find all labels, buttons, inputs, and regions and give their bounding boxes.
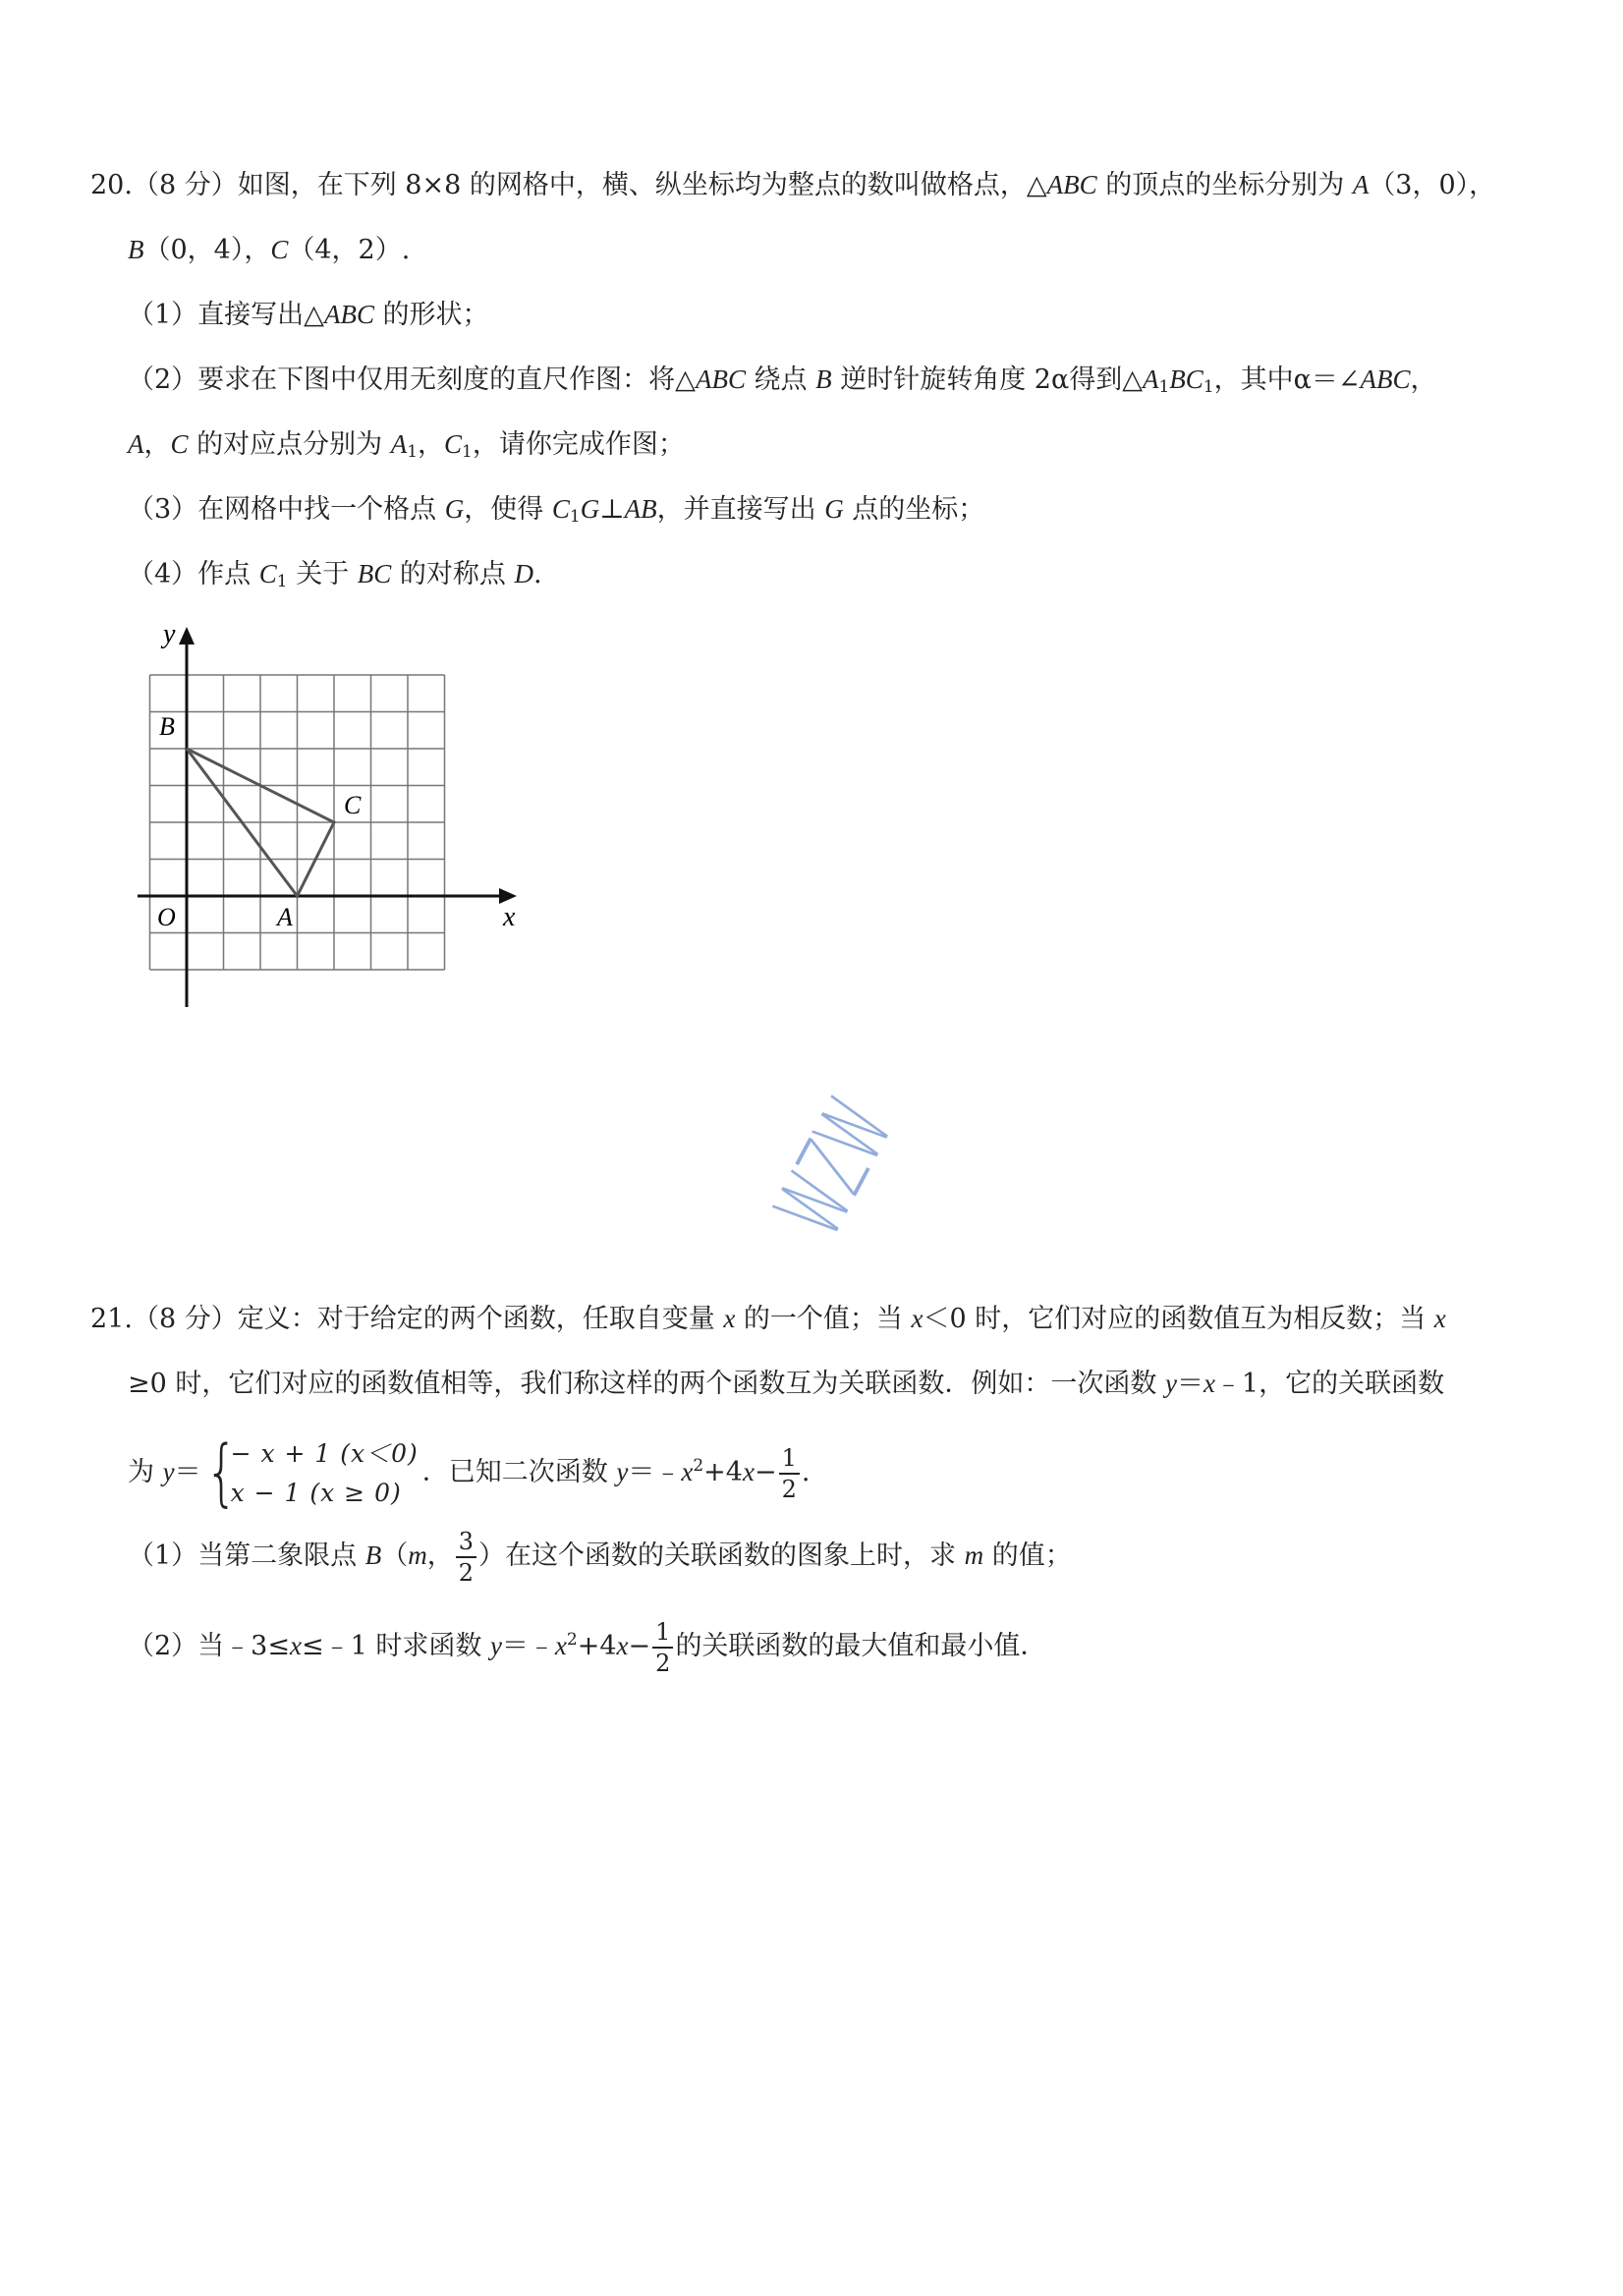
q21-line-2: ≥0 时，它们对应的函数值相等，我们称这样的两个函数互为关联函数．例如：一次函数 y＝x﹣1，它的关联函数 — [128, 1369, 1445, 1399]
q20-part-4: （4）作点 $C_1$ 关于 BC 的对称点 D. — [128, 559, 542, 591]
q21-number: 21. — [90, 1304, 133, 1334]
fraction-half-2: $\frac{1}{2}$ — [652, 1620, 673, 1675]
label-o: O — [157, 903, 176, 931]
fraction-three-halves: $\frac{3}{2}$ — [456, 1530, 476, 1585]
q20-part-2-cont: A，C 的对应点分别为 $A_1$，$C_1$，请你完成作图； — [128, 429, 685, 462]
label-a: A — [277, 903, 293, 931]
q20-part-1: （1）直接写出△ABC 的形状； — [128, 300, 489, 330]
watermark: WZW — [754, 1082, 915, 1254]
label-x: x — [503, 902, 516, 932]
label-c: C — [344, 791, 362, 819]
q20-part-3: （3）在网格中找一个格点 G，使得 $C_1G\perp AB$，并直接写出 G 点的坐标； — [128, 494, 985, 527]
q21-line-1: 21.（8 分）定义：对于给定的两个函数，任取自变量 x 的一个值；当 x＜0 时，它们对应的函数值互为相反数；当 x — [90, 1304, 1446, 1334]
y-axis-arrow-icon — [179, 627, 195, 644]
brace-icon: { — [204, 1429, 238, 1515]
q21-part-2: （2）当﹣3≤x≤﹣1 时求函数 $y=﹣x^2+4x-$ $\frac{1}{2}$ 的关联函数的最大值和最小值． — [128, 1617, 1047, 1677]
fraction-half: $\frac{1}{2}$ — [779, 1446, 800, 1501]
q21-part-1: （1）当第二象限点 B（m， $\frac{3}{2}$ ）在这个函数的关联函数的图象上时，求 m 的值； — [128, 1527, 1072, 1587]
grid-figure — [128, 619, 540, 1012]
q20-part-2: （2）要求在下图中仅用无刻度的直尺作图：将△ABC 绕点 B 逆时针旋转角度 2α得到$\triangle A_1BC_1$，其中α＝∠ABC， — [128, 364, 1437, 397]
q20-line-1: 20.（8 分）如图，在下列 8×8 的网格中，横、纵坐标均为整点的数叫做格点，△ABC 的顶点的坐标分别为 A（3，0）， — [90, 170, 1496, 200]
q21-line-3: 为 y＝ { − x + 1 (x＜0) x − 1 (x ≥ 0) ．已知二次函数 $y=﹣x^2+4x-$ $\frac{1}{2}$ . — [128, 1429, 811, 1515]
q20-number: 20. — [90, 170, 133, 200]
grid-lines — [150, 675, 445, 970]
label-b: B — [159, 712, 175, 741]
q20-line-2: B（0，4），C（4，2）. — [128, 235, 411, 265]
piecewise-function: { − x + 1 (x＜0) x − 1 (x ≥ 0) — [204, 1429, 419, 1515]
label-y: y — [163, 619, 176, 649]
